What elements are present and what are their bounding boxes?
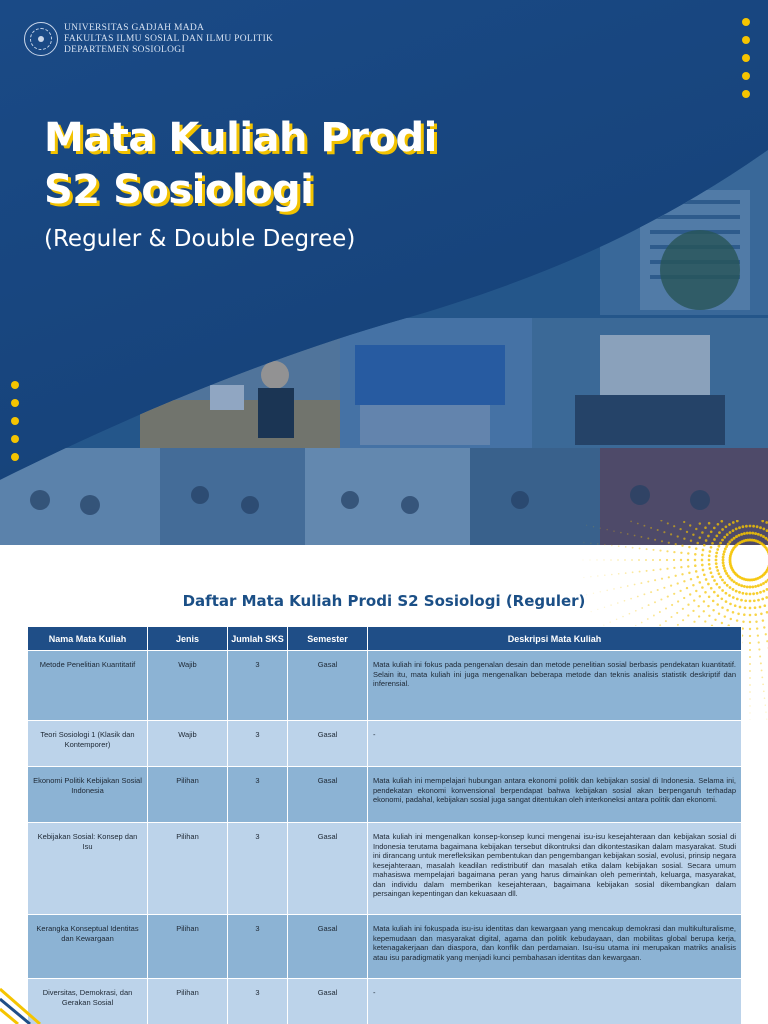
logo-line-department: DEPARTEMEN SOSIOLOGI <box>64 44 185 55</box>
table-header-row <box>28 627 742 651</box>
cell-type: Pilihan <box>148 979 228 1024</box>
corner-line-decoration <box>0 985 60 1024</box>
cell-semester: Gasal <box>288 651 368 721</box>
course-table <box>27 626 742 1024</box>
cell-course-name: Ekonomi Politik Kebijakan Sosial Indonesia <box>28 767 148 823</box>
header-course-name: Nama Mata Kuliah <box>28 627 148 651</box>
cell-sks: 3 <box>228 721 288 767</box>
table-title: Daftar Mata Kuliah Prodi S2 Sosiologi (Reguler) <box>182 592 586 610</box>
table-row <box>28 915 742 979</box>
logo-line-university: UNIVERSITAS GADJAH MADA <box>64 22 205 33</box>
cell-type: Pilihan <box>148 823 228 915</box>
logo-text <box>64 23 273 56</box>
cell-course-name: Kerangka Konseptual Identitas dan Kewargaan <box>28 915 148 979</box>
logo-line-faculty: FAKULTAS ILMU SOSIAL DAN ILMU POLITIK <box>64 33 274 44</box>
decorative-dots-left <box>11 381 21 471</box>
table-row <box>28 979 742 1024</box>
cell-course-name: Metode Penelitian Kuantitatif <box>28 651 148 721</box>
table-row <box>28 721 742 767</box>
table-row <box>28 823 742 915</box>
cell-course-name: Teori Sosiologi 1 (Klasik dan Kontemporer) <box>28 721 148 767</box>
cell-sks: 3 <box>228 651 288 721</box>
table-row <box>28 767 742 823</box>
title-line-1: Mata Kuliah Prodi <box>44 115 437 161</box>
header-type: Jenis <box>148 627 228 651</box>
cell-sks: 3 <box>228 767 288 823</box>
decorative-dots-right <box>742 18 752 108</box>
cell-type: Pilihan <box>148 915 228 979</box>
university-logo <box>24 22 273 56</box>
cell-semester: Gasal <box>288 767 368 823</box>
cell-type: Wajib <box>148 651 228 721</box>
cell-semester: Gasal <box>288 823 368 915</box>
cell-semester: Gasal <box>288 721 368 767</box>
cell-sks: 3 <box>228 979 288 1024</box>
cell-course-name: Diversitas, Demokrasi, dan Gerakan Sosial <box>28 979 148 1024</box>
cell-semester: Gasal <box>288 915 368 979</box>
cell-sks: 3 <box>228 823 288 915</box>
cell-type: Pilihan <box>148 767 228 823</box>
cell-description: Mata kuliah ini fokus pada pengenalan desain dan metode penelitian sosial berbasis pendekatan kuantitatif. Selain itu, mata kuliah ini juga mengenalkan beberapa metode dan teknis analisis statistik deskriptif dan inferensial. <box>368 651 742 721</box>
cell-type: Wajib <box>148 721 228 767</box>
cell-description: - <box>368 979 742 1024</box>
cell-description: Mata kuliah ini mengenalkan konsep-konsep kunci mengenai isu-isu kesejahteraan dan kebijakan sosial di Indonesia terutama bagaimana kebijakan tersebut dikontruksi dan dikontestasikan dalam masyarakat. Studi ini dirancang untuk merefleksikan pembentukan dan pengembangan kebijakan sosial, evolusi, prinsip negara kesejahteraan, masalah keadilan redistributif dan masalah etika dalam kebijakan sosial. Secara umum mahasiswa mempelajari bagaimana peran yang harus dimainkan oleh pemerintah, keluarga, masyarakat, dan individu dalam memberikan kesejahteraan, bagaimana kebijakan sosial dikembangkan dalam persaingan kepentingan dan kekuasaan dll. <box>368 823 742 915</box>
header-sks: Jumlah SKS <box>228 627 288 651</box>
header-description: Deskripsi Mata Kuliah <box>368 627 742 651</box>
table-row <box>28 651 742 721</box>
header-semester: Semester <box>288 627 368 651</box>
cell-description: - <box>368 721 742 767</box>
page-subtitle: (Reguler & Double Degree) <box>44 226 356 252</box>
title-line-2: S2 Sosiologi <box>44 167 314 213</box>
ugm-seal-icon <box>24 22 58 56</box>
page-title <box>44 112 437 216</box>
cell-semester: Gasal <box>288 979 368 1024</box>
cell-description: Mata kuliah ini mempelajari hubungan antara ekonomi politik dan kebijakan sosial di Indonesia. Selama ini, pendekatan ekonomi konvensional berpendapat bahwa kebijakan sosial akan berpengaruh terhadap ekonomi, padahal, kebijakan sosial juga sangat ditentukan oleh interkoneksi antara politik dan ekonomi. <box>368 767 742 823</box>
cell-course-name: Kebijakan Sosial: Konsep dan Isu <box>28 823 148 915</box>
cell-description: Mata kuliah ini fokuspada isu-isu identitas dan kewargaan yang mencakup demokrasi dan multikulturalisme, kepemudaan dan masyarakat digital, agama dan politik kebudayaan, dan mobilitas global berupa kerja, ketenagakerjaan dan diaspora, dan konflik dan perdamaian. Isu-isu utama ini merupakan matriks analisis atau isu paradigmatik yang menjadi kunci pembahasan identitas dan kewargaan. <box>368 915 742 979</box>
cell-sks: 3 <box>228 915 288 979</box>
